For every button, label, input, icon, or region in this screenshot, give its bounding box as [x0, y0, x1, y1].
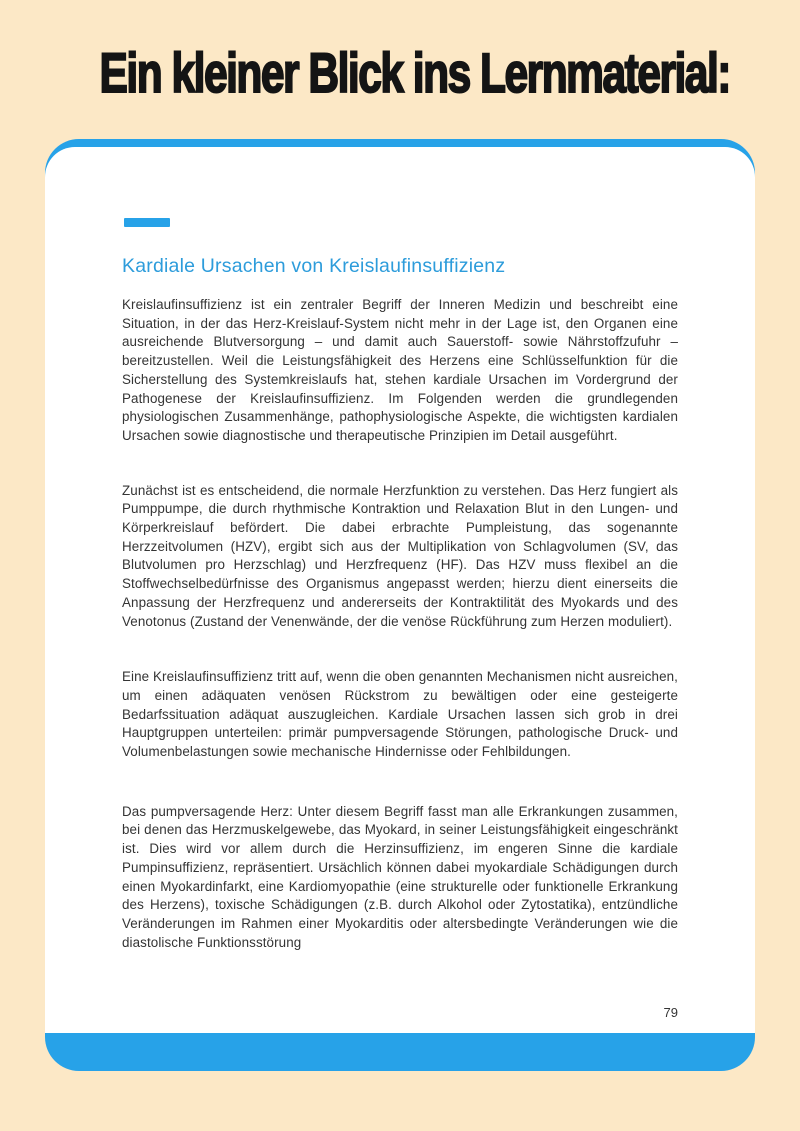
card-heading: Kardiale Ursachen von Kreislaufinsuffizienz: [122, 255, 506, 277]
body-paragraph: Kreislaufinsuffizienz ist ein zentraler Begriff der Inneren Medizin und beschreibt eine Situation, in der das Herz-Kreislauf-System nicht mehr in der Lage ist, den Organen eine ausreichende Blutversorgung – und damit auch Sauerstoff- sowie Nährstoffzufuhr – bereitzustellen. Weil die Leistungsfähigkeit des Herzens eine Schlüsselfunktion für die Sicherstellung des Systemkreislaufs hat, stehen kardiale Ursachen im Vordergrund der Pathogenese der Kreislaufinsuffizienz. Im Folgenden werden die grundlegenden physiologischen Zusammenhänge, pathophysiologische Aspekte, die wichtigsten kardialen Ursachen sowie diagnostische und therapeutische Prinzipien im Detail ausgeführt.: [122, 297, 678, 443]
headline-row: [0, 40, 800, 105]
card-page: [45, 147, 755, 1033]
page-title: Ein kleiner Blick ins Lernmaterial:: [99, 41, 730, 104]
accent-dash: [124, 218, 170, 227]
body-paragraph: Eine Kreislaufinsuffizienz tritt auf, wenn die oben genannten Mechanismen nicht ausreichen, um einen adäquaten venösen Rückstrom zu bewältigen oder eine gesteigerte Bedarfssituation adäquat auszugleichen. Kardiale Ursachen lassen sich grob in drei Hauptgruppen unterteilen: primär pumpversagende Störungen, pathologische Druck- und Volumenbelastungen sowie mechanische Hindernisse oder Fehlbildungen.: [122, 669, 678, 760]
lesson-card: [45, 139, 755, 1071]
page-number: 79: [663, 1005, 678, 1020]
body-paragraph: Das pumpversagende Herz: Unter diesem Begriff fasst man alle Erkrankungen zusammen, bei denen das Herzmuskelgewebe, das Myokard, in seiner Leistungsfähigkeit eingeschränkt ist. Dies wird vor allem durch die Herzinsuffizienz, im engeren Sinne die kardiale Pumpinsuffizienz, repräsentiert. Ursächlich können dabei myokardiale Schädigungen durch einen Myokardinfarkt, eine Kardiomyopathie (eine strukturelle oder funktionelle Erkrankung des Herzens), toxische Schädigungen (z.B. durch Alkohol oder Zytostatika), entzündliche Veränderungen im Rahmen einer Myokarditis oder altersbedingte Veränderungen wie die diastolische Funktionsstörung: [122, 803, 678, 950]
body-paragraph: Zunächst ist es entscheidend, die normale Herzfunktion zu verstehen. Das Herz fungiert als Pumppumpe, die durch rhythmische Kontraktion und Relaxation Blut in den Lungen- und Körperkreislauf befördert. Die dabei erbrachte Pumpleistung, das sogenannte Herzzeitvolumen (HZV), ergibt sich aus der Multiplikation von Schlagvolumen (SV, das Blutvolumen pro Herzschlag) und Herzfrequenz (HF). Das HZV muss flexibel an die Stoffwechselbedürfnisse des Organismus angepasst werden; hierzu dient einerseits die Anpassung der Herzfrequenz und andererseits der Kontraktilität des Myokards und des Venotonus (Zustand der Venenwände, der die venöse Rückführung zum Herzen moduliert).: [122, 482, 678, 629]
page-content: [122, 147, 678, 952]
